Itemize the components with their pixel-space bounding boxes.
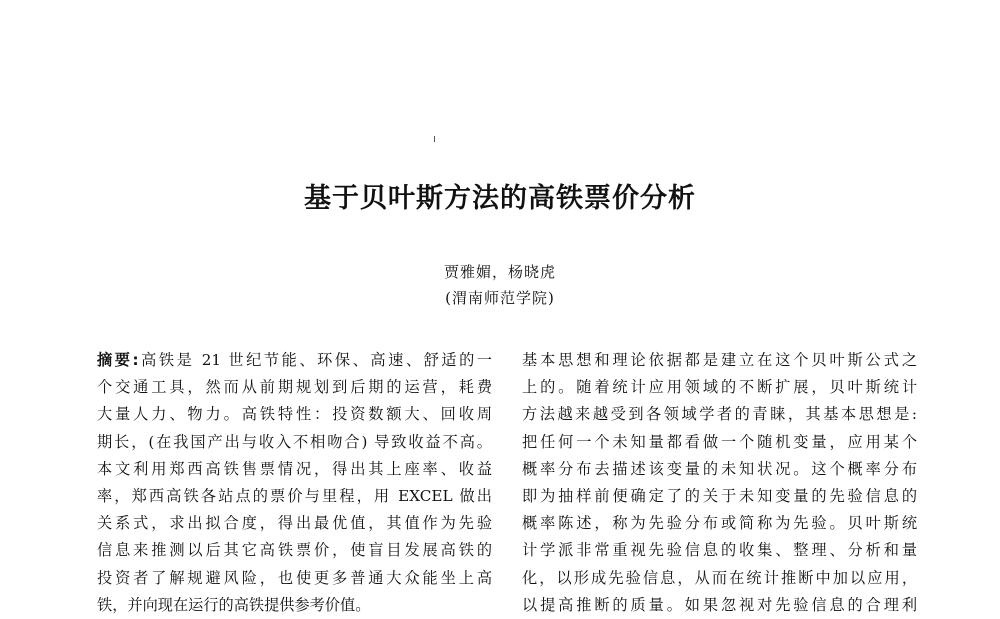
- body-line: 上的。随着统计应用领域的不断扩展，贝叶斯统计: [522, 378, 917, 397]
- abstract-label: 摘要:: [97, 351, 139, 369]
- abstract-line: 期长，(在我国产出与收入不相吻合) 导致收益不高。: [97, 432, 492, 451]
- body-line: 化，以形成先验信息，从而在统计推断中加以应用，: [522, 568, 917, 587]
- paper-title: 基于贝叶斯方法的高铁票价分析: [304, 183, 696, 214]
- abstract-line: 率，郑西高铁各站点的票价与里程，用 EXCEL 做出: [97, 486, 492, 505]
- body-line: 方法越来越受到各领域学者的青睐，其基本思想是:: [522, 405, 917, 424]
- body-line: 计学派非常重视先验信息的收集、整理、分析和量: [522, 541, 917, 560]
- abstract-line: 个交通工具，然而从前期规划到后期的运营，耗费: [97, 378, 492, 397]
- body-line: 以提高推断的质量。如果忽视对先验信息的合理利: [522, 595, 917, 614]
- abstract-column: [97, 347, 492, 619]
- abstract-line: 关系式，求出拟合度，得出最优值，其值作为先验: [97, 514, 492, 533]
- paper-affiliation: (渭南师范学院): [445, 289, 555, 307]
- abstract-line: 投资者了解规避风险，也使更多普通大众能坐上高: [97, 568, 492, 587]
- abstract-line: [97, 347, 492, 374]
- scan-mark: [434, 136, 435, 142]
- abstract-line: 大量人力、物力。高铁特性：投资数额大、回收周: [97, 405, 492, 424]
- body-line: 基本思想和理论依据都是建立在这个贝叶斯公式之: [522, 351, 917, 369]
- body-line: 把任何一个未知量都看做一个随机变量，应用某个: [522, 432, 917, 451]
- body-text-column: [522, 347, 917, 619]
- body-line: 概率陈述，称为先验分布或简称为先验。贝叶斯统: [522, 514, 917, 533]
- body-line: 即为抽样前便确定了的关于未知变量的先验信息的: [522, 486, 917, 505]
- body-line: 概率分布去描述该变量的未知状况。这个概率分布: [522, 459, 917, 478]
- paper-authors: 贾雅媚，杨晓虎: [443, 263, 556, 281]
- abstract-line: 信息来推测以后其它高铁票价，使盲目发展高铁的: [97, 541, 492, 560]
- abstract-first-line-text: 高铁是 21 世纪节能、环保、高速、舒适的一: [138, 351, 492, 369]
- abstract-line: 本文利用郑西高铁售票情况，得出其上座率、收益: [97, 459, 492, 478]
- abstract-line: 铁，并向现在运行的高铁提供参考价值。: [97, 595, 371, 614]
